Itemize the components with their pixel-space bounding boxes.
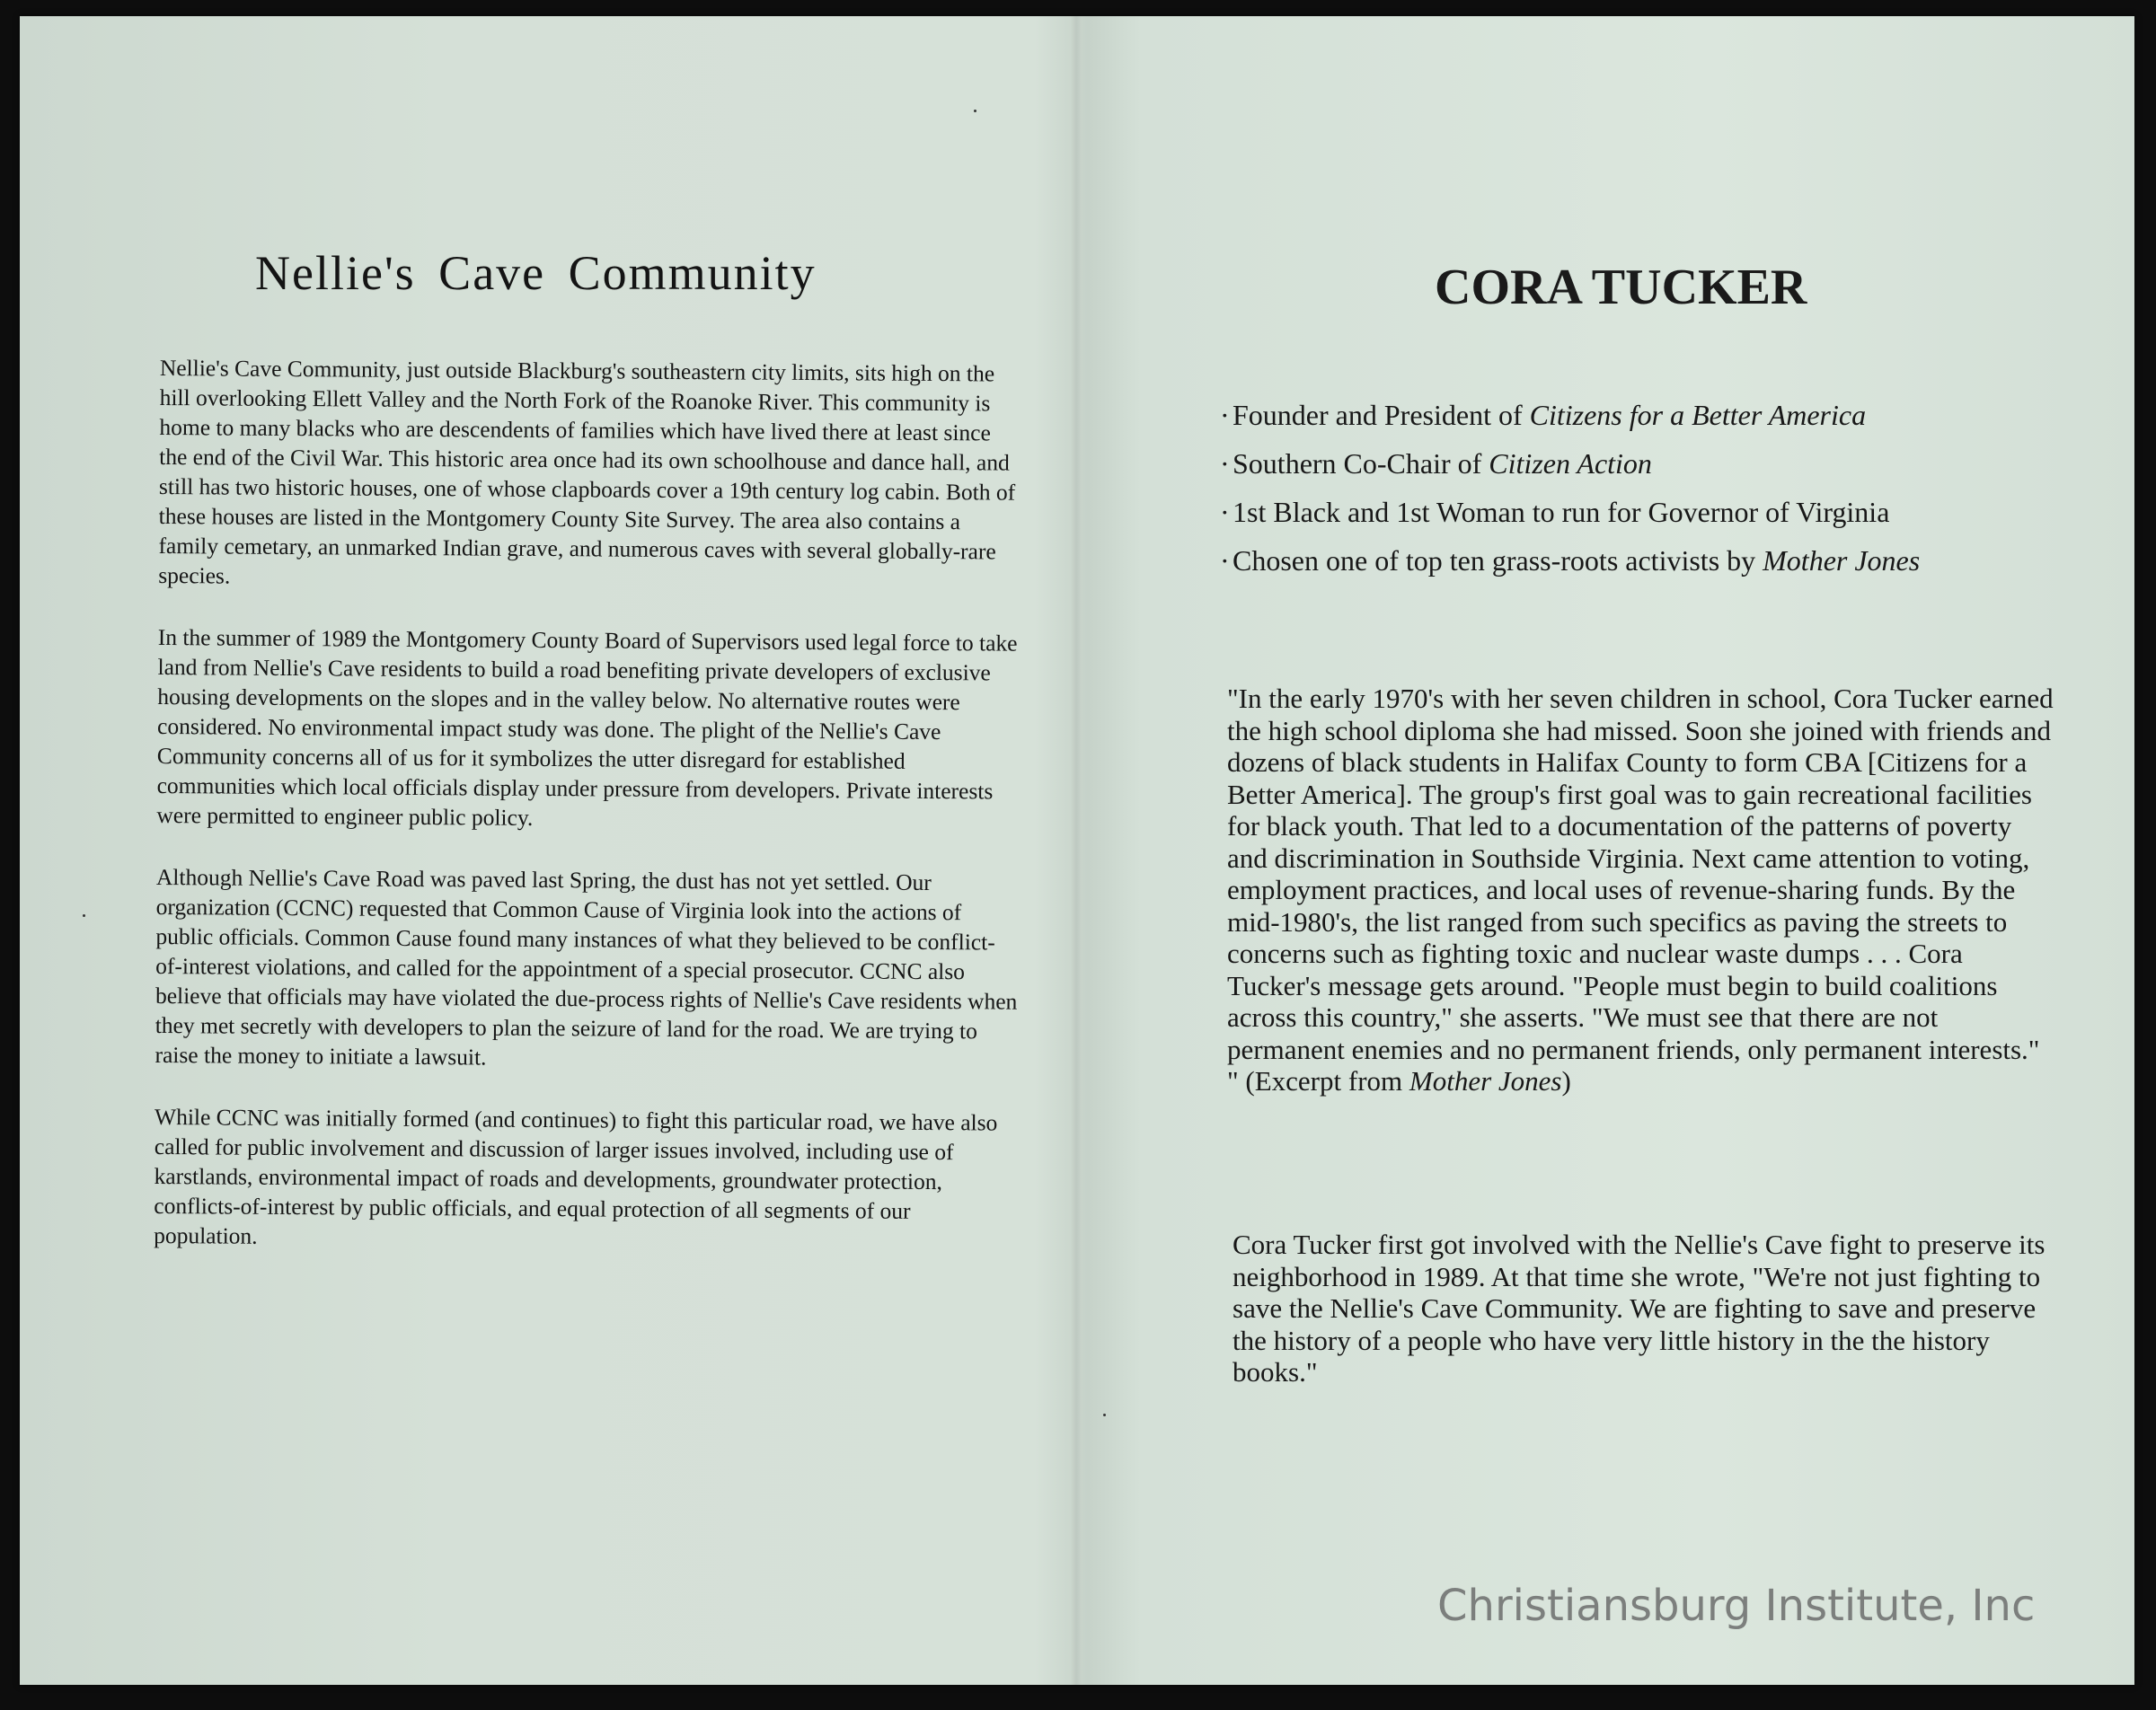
bullet-dot-icon: · xyxy=(1220,544,1230,577)
center-fold xyxy=(1071,16,1082,1685)
paragraph-larger-issues: While CCNC was initially formed (and continues) to fight this particular road, we have also called for public involvement and discussion of larger issues involved, including use of karstlands, environmental impact of roads and developments, groundwater protection, conflicts-of-interest by public officials, and equal protection of all segments of our population. xyxy=(154,1103,998,1249)
credential-item: · Southern Co-Chair of Citizen Action xyxy=(1220,447,1652,480)
credential-item: · Chosen one of top ten grass-roots activists by Mother Jones xyxy=(1220,544,1921,577)
closing-paragraph: Cora Tucker first got involved with the Nellie's Cave fight to preserve its neighborhood in 1989. At that time she wrote, "We're not just fighting to save the Nellie's Cave Community. We are fighting to save and preserve the history of a people who have very little history in the the history books." xyxy=(1233,1229,2046,1388)
mother-jones-excerpt: "In the early 1970's with her seven children in school, Cora Tucker earned the high school diploma she had missed. Soon she joined with friends and dozens of black students in Halifax County to form CBA [Citizens for a Better America]. The group's first goal was to gain recreational facilities for black youth. That led to a documentation of the patterns of poverty and discrimination in Southside Virginia. Next came attention to voting, employment practices, and local uses of revenue-sharing funds. By the mid-1980's, the list ranged from such specifics as paving the streets to concerns such as fighting toxic and nuclear waste dumps . . . Cora Tucker's message gets around. "People must begin to build coalitions across this country," she asserts. "We must see that there are not permanent enemies and no permanent friends, only permanent interests." " (Excerpt from Mother Jones) xyxy=(1227,683,2054,1097)
right-page-title: CORA TUCKER xyxy=(1435,260,1807,315)
bullet-dot-icon: · xyxy=(1220,447,1230,480)
credentials-list xyxy=(1220,399,2073,593)
bullet-dot-icon: · xyxy=(1220,496,1230,528)
paper-speck xyxy=(83,914,85,917)
left-page-title: Nellie's Cave Community xyxy=(255,246,817,300)
watermark: Christiansburg Institute, Inc xyxy=(1437,1581,2036,1631)
bullet-dot-icon: · xyxy=(1220,399,1230,431)
paragraph-land-seizure: In the summer of 1989 the Montgomery County Board of Supervisors used legal force to take land from Nellie's Cave residents to build a road benefiting private developers of exclusive housing developments on the slopes and in the valley below. No alternative routes were considered. No environmental impact study was done. The plight of the Nellie's Cave Community concerns all of us for it symbolizes the utter disregard for established communities which local officials display under pressure from developers. Private interests were permitted to engineer public policy. xyxy=(156,623,1018,831)
credential-item: · 1st Black and 1st Woman to run for Governor of Virginia xyxy=(1220,496,1890,528)
paragraph-lawsuit: Although Nellie's Cave Road was paved last Spring, the dust has not yet settled. Our organization (CCNC) requested that Common Cause of Virginia look into the actions of public officials. Common Cause found many instances of what they believed to be conflict-of-interest violations, and called for the appointment of a special prosecutor. CCNC also believe that officials may have violated the due-process rights of Nellie's Cave residents when they met secretly with developers to plan the seizure of land for the road. We are trying to raise the money to initiate a lawsuit. xyxy=(155,863,1018,1071)
paper-speck xyxy=(974,110,976,112)
excerpt-source: Mother Jones xyxy=(1409,1065,1562,1097)
paragraph-history: Nellie's Cave Community, just outside Blackburg's southeastern city limits, sits high on the hill overlooking Ellett Valley and the North Fork of the Roanoke River. This community is home to many blacks who are descendents of families which have lived there at least since the end of the Civil War. This historic area once had its own schoolhouse and dance hall, and still has two historic houses, one of whose clapboards cover a 19th century log cabin. Both of these houses are listed in the Montgomery County Site Survey. The area also contains a family cemetary, an unmarked Indian grave, and numerous caves with several globally-rare species. xyxy=(158,354,1016,589)
brochure-sheet xyxy=(20,16,2134,1685)
left-page-body xyxy=(154,353,1022,1289)
credential-item: · Founder and President of Citizens for a Better America xyxy=(1220,399,1867,431)
paper-speck xyxy=(1103,1414,1106,1416)
